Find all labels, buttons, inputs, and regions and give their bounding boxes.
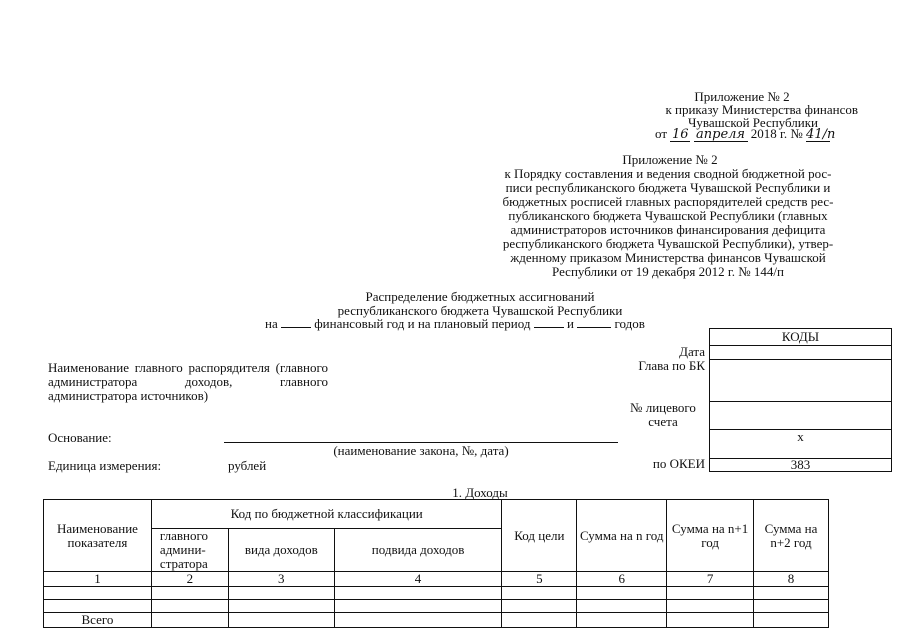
code-date-value [710, 346, 892, 360]
procedure-attachment-title: Приложение № 2 [622, 152, 718, 167]
year-blank [577, 327, 611, 328]
order-date-month: апреля [694, 129, 748, 142]
codes-header: КОДЫ [710, 329, 892, 346]
procedure-line: республиканского бюджета Чувашской Республики), утвер- [502, 236, 834, 251]
procedure-line: жденному приказом Министерства финансов Чувашской [510, 250, 826, 265]
header-income-subtype: подвида доходов [334, 529, 502, 572]
col-number: 5 [502, 572, 577, 587]
order-attachment-line2: к приказу Министерства финансов [665, 102, 858, 117]
label-okei: по ОКЕИ [652, 456, 705, 471]
header-name: Наименование показателя [44, 500, 152, 572]
title-period: финансовый год и на плановый период [314, 316, 531, 331]
order-attachment-title: Приложение № 2 [694, 89, 790, 104]
total-label: Всего [44, 613, 152, 628]
table-row [44, 600, 829, 613]
col-number: 1 [44, 572, 152, 587]
unit-label: Единица измерения: [48, 458, 162, 473]
order-date-day: 16 [671, 127, 689, 142]
code-chapter-value [710, 360, 892, 402]
header-purpose-code: Код цели [502, 500, 577, 572]
year-blank [534, 327, 564, 328]
label-date: Дата [679, 344, 705, 359]
doc-title-line3 [265, 317, 645, 331]
procedure-line: бюджетных росписей главных распорядителей средств рес- [502, 194, 834, 209]
admin-name-label: Наименование главного распорядителя (главного администратора доходов, главного администратора источников) [48, 360, 328, 403]
label-account: № лицевого счета [630, 400, 696, 429]
col-number: 4 [334, 572, 502, 587]
col-number: 3 [228, 572, 334, 587]
year-blank [281, 327, 311, 328]
code-okei-value: 383 [710, 459, 892, 472]
total-row [44, 613, 829, 628]
title-and: и [567, 316, 574, 331]
order-date-year: 2018 г. № [750, 126, 803, 141]
basis-label: Основание: [48, 430, 112, 445]
procedure-attachment-text [478, 167, 858, 279]
header-sum-n: Сумма на n год [577, 500, 667, 572]
col-number: 7 [667, 572, 754, 587]
basis-caption: (наименование закона, №, дата) [333, 443, 509, 458]
unit-value: рублей [228, 458, 267, 473]
table-row [44, 587, 829, 600]
header-sum-n2: Сумма на n+2 год [754, 500, 829, 572]
label-chapter: Глава по БК [638, 358, 705, 373]
income-table [43, 499, 829, 628]
order-attachment-line3: Чувашской Республики [687, 115, 819, 130]
title-on: на [265, 316, 278, 331]
code-account-value [710, 402, 892, 430]
procedure-line: к Порядку составления и ведения сводной бюджетной рос- [504, 166, 832, 181]
code-basis-value: х [710, 430, 892, 459]
col-number: 6 [577, 572, 667, 587]
section-title: 1. Доходы [452, 485, 508, 500]
order-date-line [655, 127, 865, 142]
title-years: годов [614, 316, 645, 331]
procedure-line: Республики от 19 декабря 2012 г. № 144/п [552, 264, 784, 279]
codes-box [709, 328, 892, 472]
header-chief-admin: главного админи-стратора [151, 529, 228, 572]
order-number: 41/п [806, 127, 836, 142]
header-sum-n1: Сумма на n+1 год [667, 500, 754, 572]
order-date-prefix: от [655, 126, 668, 141]
header-income-type: вида доходов [228, 529, 334, 572]
doc-title-line2: республиканского бюджета Чувашской Республики [337, 303, 623, 318]
procedure-line: писи республиканского бюджета Чувашской Республики и [505, 180, 831, 195]
doc-title-line1: Распределение бюджетных ассигнований [365, 289, 595, 304]
col-number: 8 [754, 572, 829, 587]
col-number: 2 [151, 572, 228, 587]
header-budget-class: Код по бюджетной классификации [151, 500, 501, 529]
procedure-line: публиканского бюджета Чувашской Республики (главных [508, 208, 828, 223]
procedure-line: администраторов источников финансирования дефицита [510, 222, 826, 237]
